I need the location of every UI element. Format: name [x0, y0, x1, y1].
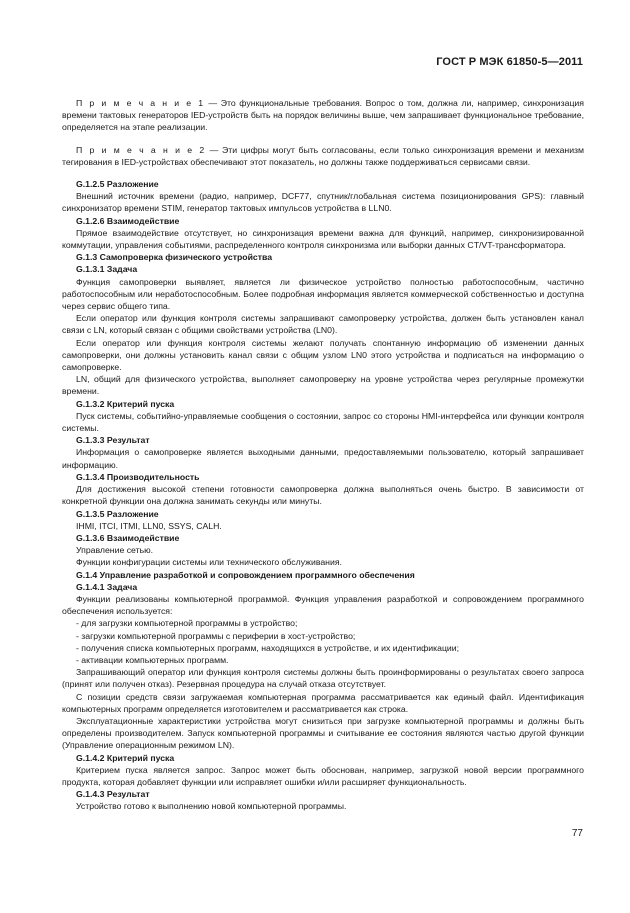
section-heading: G.1.3.5 Разложение: [76, 508, 159, 519]
paragraph: Если оператор или функция контроля системы желают получать спонтанную информацию об изменении данных самопроверки, они должны установить канал связи с общим узлом LN0 этого устройства и подписаться на информацию о самопроверке.: [62, 337, 584, 373]
section-heading: G.1.3.4 Производительность: [76, 471, 200, 482]
paragraph: Для достижения высокой степени готовности самопроверка должна выполняться очень быстро. В зависимости от конкретной функции она должна занимать секунды или минуты.: [62, 484, 584, 507]
section-heading: G.1.4.2 Критерий пуска: [76, 752, 175, 763]
paragraph: Управление сетью.: [76, 545, 154, 556]
section-heading: G.1.3.6 Взаимодействие: [76, 532, 180, 543]
paragraph: Внешний источник времени (радио, например, DCF77, спутник/глобальная система позиционирования GPS): главный синхронизатор времени STIM, генератор тактовых импульсов устройства в LLN0.: [62, 191, 584, 214]
section-heading: G.1.2.5 Разложение: [76, 179, 159, 190]
note-text: — Это функциональные требования. Вопрос о том, должна ли, например, синхронизация времени тактовых генераторов IED-устройств быть на порядок величины выше, чем запрашивает функциональное требование, определяется на этапе реализации.: [62, 98, 584, 133]
paragraph: С позиции средств связи загружаемая компьютерная программа рассматривается как единый файл. Идентификация компьютерных программ определяется изготовителем и рассматривается как строка.: [62, 691, 584, 714]
section-heading: G.1.3.1 Задача: [76, 264, 138, 275]
note-label: П р и м е ч а н и е 2: [76, 144, 206, 155]
paragraph: LN, общий для физического устройства, выполняет самопроверку на уровне устройства через регулярные промежутки времени.: [62, 374, 584, 397]
paragraph: Критерием пуска является запрос. Запрос может быть обоснован, например, загрузкой новой версии программного продукта, которая добавляет функции или исправляет ошибки и/или расширяет функциональность.: [62, 764, 584, 787]
paragraph: Информация о самопроверке является выходными данными, предоставляемыми пользователю, который запрашивает информацию.: [62, 447, 584, 470]
note-text: — Эти цифры могут быть согласованы, если только синхронизация времени и механизм тегирования в IED-устройствах обеспечивают этот показатель, но должны также поддерживаться сервисами связи.: [62, 144, 585, 167]
list-item: - загрузки компьютерной программы с периферии в хост-устройство;: [76, 630, 356, 641]
list-item: - получения списка компьютерных программ, находящихся в устройстве, и их идентификации;: [76, 642, 460, 653]
section-heading: G.1.3.2 Критерий пуска: [76, 398, 175, 409]
document-body: [62, 97, 584, 813]
paragraph: Устройство готово к выполнению новой компьютерной программы.: [76, 801, 347, 812]
note-1: [62, 97, 584, 134]
list-item: - активации компьютерных программ.: [76, 654, 229, 665]
paragraph: Эксплуатационные характеристики устройства могут снизиться при загрузке компьютерной программы и должны быть определены производителем. Запуск компьютерной программы и считывание ее состояния являются частью другой функции (Управление операционным режимом LN).: [62, 715, 584, 751]
page-number: 77: [571, 828, 583, 839]
paragraph: Прямое взаимодействие отсутствует, но синхронизация времени важна для функций, например, синхронизированной коммутации, управления событиями, распределенного контроля синхронизма или выборки данных CT/VT-трансформатора.: [62, 227, 584, 251]
document-header: ГОСТ Р МЭК 61850-5—2011: [436, 56, 583, 68]
paragraph: IHMI, ITCI, ITMI, LLN0, SSYS, CALH.: [76, 520, 222, 531]
paragraph: Функция самопроверки выявляет, является ли физическое устройство полностью работоспособным, частично работоспособным или неработоспособным. Более подробная информация является коммерческой собственностью и доступна через сервис общего типа.: [62, 276, 584, 312]
paragraph: Функции реализованы компьютерной программой. Функция управления разработкой и сопровождением программного обеспечения используется:: [62, 593, 584, 617]
paragraph: Функции конфигурации системы или технического обслуживания.: [76, 557, 342, 568]
note-2: [62, 144, 584, 168]
paragraph: Если оператор или функция контроля системы запрашивают самопроверку устройства, должен быть установлен канал связи с LN, который связан с общими свойствами устройства (LN0).: [62, 313, 584, 336]
section-heading: G.1.3.3 Результат: [76, 435, 150, 446]
note-label: П р и м е ч а н и е 1: [76, 98, 205, 108]
list-item: - для загрузки компьютерной программы в устройство;: [76, 618, 298, 629]
section-heading: G.1.4.1 Задача: [76, 581, 138, 592]
section-heading: G.1.3 Самопроверка физического устройства: [76, 252, 273, 263]
section-heading: G.1.4 Управление разработкой и сопровождением программного обеспечения: [76, 569, 415, 580]
paragraph: Запрашивающий оператор или функция контроля системы должны быть проинформированы о результатах своего запроса (принят или получен отказ). Резервная процедура на случай отказа отсутствует.: [62, 667, 584, 690]
section-heading: G.1.4.3 Результат: [76, 789, 150, 800]
paragraph: Пуск системы, событийно-управляемые сообщения о состоянии, запрос со стороны HMI-интерфейса или функции контроля системы.: [62, 410, 584, 434]
section-heading: G.1.2.6 Взаимодействие: [76, 215, 180, 226]
